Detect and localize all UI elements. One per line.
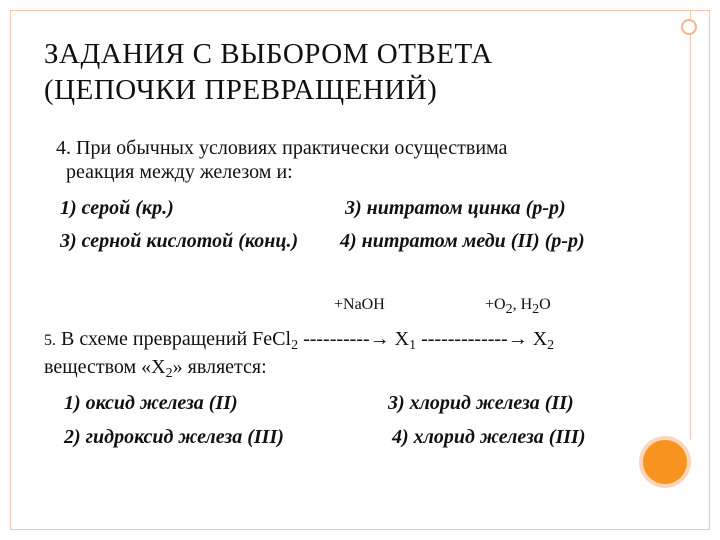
q5-reagent-2-sub-1: 2 [505,302,513,317]
q4-number: 4. [56,137,71,159]
decorative-orange-circle-icon [643,440,687,484]
slide-title [44,36,493,108]
q5-option-3: 3) хлорид железа (II) [388,392,574,414]
q5-line-2-b: » является: [172,356,267,378]
q5-start-sub: 2 [291,338,299,353]
q5-number: 5. [44,332,56,349]
q5-x2-label: X [532,328,548,350]
q5-option-4: 4) хлорид железа (III) [392,426,586,448]
q5-reagent-1: +NaOH [334,296,385,313]
q5-reagent-2-b: , H [512,296,533,313]
q5-x1-label: X [394,328,410,350]
q5-scheme-line [44,327,554,358]
q5-line-2-sub: 2 [165,366,173,381]
q5-x2-sub: 2 [547,338,555,353]
decorative-vertical-line [690,10,691,440]
q5-x1-sub: 1 [409,338,417,353]
q5-option-2: 2) гидроксид железа (III) [64,426,284,448]
q5-reagent-2-c: O [539,296,551,313]
q5-line-2-a: веществом «X [44,356,166,378]
q5-arrow-2: -------------→ [416,328,533,350]
q5-start-substance: FeCl [252,328,292,350]
decorative-ring-icon [681,19,697,35]
q4-question-text-1: При обычных условиях практически осуществима [76,137,508,159]
q4-line-1 [56,136,507,160]
q5-reagent-2 [485,293,551,322]
q5-reagent-2-a: +O [485,296,506,313]
q5-stem-text: В схеме превращений [61,328,253,350]
q4-option-4: 4) нитратом меди (II) (р-р) [340,230,585,252]
q4-option-2: 3) серной кислотой (конц.) [60,230,299,252]
q5-arrow-1: ----------→ [298,328,395,350]
q5-reagent-2-sub-2: 2 [532,302,540,317]
q5-option-1: 1) оксид железа (II) [64,392,238,414]
q4-option-1: 1) серой (кр.) [60,197,174,219]
title-line-1: ЗАДАНИЯ С ВЫБОРОМ ОТВЕТА [44,38,493,70]
q5-line-2 [44,355,267,386]
q4-question-text-2: реакция между железом и: [66,161,293,183]
title-line-2: (ЦЕПОЧКИ ПРЕВРАЩЕНИЙ) [44,74,438,106]
q4-option-3: 3) нитратом цинка (р-р) [345,197,566,219]
